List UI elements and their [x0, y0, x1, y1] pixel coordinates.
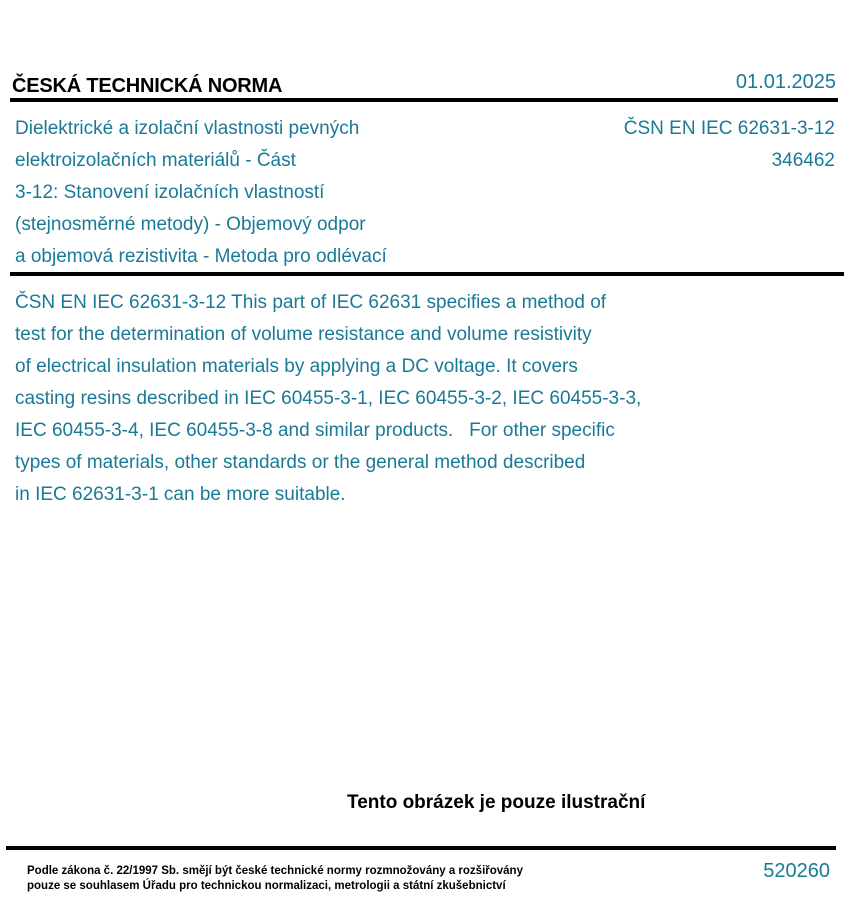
- standard-title-line: (stejnosměrné metody) - Objemový odpor: [15, 214, 366, 235]
- bottom-divider: [6, 846, 836, 850]
- standard-summary: [15, 287, 755, 511]
- standard-class-number: 346462: [771, 150, 835, 171]
- document-date: 01.01.2025: [735, 71, 836, 93]
- middle-divider: [10, 272, 844, 276]
- top-divider: [10, 98, 838, 102]
- summary-line: in IEC 62631-3-1 can be more suitable.: [15, 484, 346, 505]
- standard-title: [15, 113, 455, 273]
- summary-line: of electrical insulation materials by applying a DC voltage. It covers: [15, 356, 578, 377]
- standard-title-line: Dielektrické a izolační vlastnosti pevných: [15, 118, 360, 139]
- summary-line: test for the determination of volume resistance and volume resistivity: [15, 324, 592, 345]
- standard-identifiers: [624, 113, 835, 177]
- summary-line: IEC 60455-3-4, IEC 60455-3-8 and similar products. For other specific: [15, 420, 615, 441]
- footer-number: 520260: [763, 860, 830, 882]
- document-title: ČESKÁ TECHNICKÁ NORMA: [12, 75, 283, 97]
- standard-code: ČSN EN IEC 62631-3-12: [623, 118, 835, 139]
- standard-title-line: elektroizolačních materiálů - Část: [15, 150, 296, 171]
- standard-title-line: a objemová rezistivita - Metoda pro odlévací: [15, 246, 387, 267]
- footer-legal-note: [27, 864, 523, 894]
- footer-legal-line: Podle zákona č. 22/1997 Sb. smějí být české technické normy rozmnožovány a rozšiřovány: [27, 865, 523, 877]
- summary-line: types of materials, other standards or the general method described: [15, 452, 586, 473]
- summary-line: casting resins described in IEC 60455-3-1, IEC 60455-3-2, IEC 60455-3-3,: [15, 388, 642, 409]
- standard-title-line: 3-12: Stanovení izolačních vlastností: [15, 182, 325, 203]
- footer-legal-line: pouze se souhlasem Úřadu pro technickou normalizaci, metrologii a státní zkušebnictví: [27, 880, 506, 892]
- illustration-note: Tento obrázek je pouze ilustrační: [347, 792, 646, 813]
- summary-line: ČSN EN IEC 62631-3-12 This part of IEC 62631 specifies a method of: [15, 292, 607, 313]
